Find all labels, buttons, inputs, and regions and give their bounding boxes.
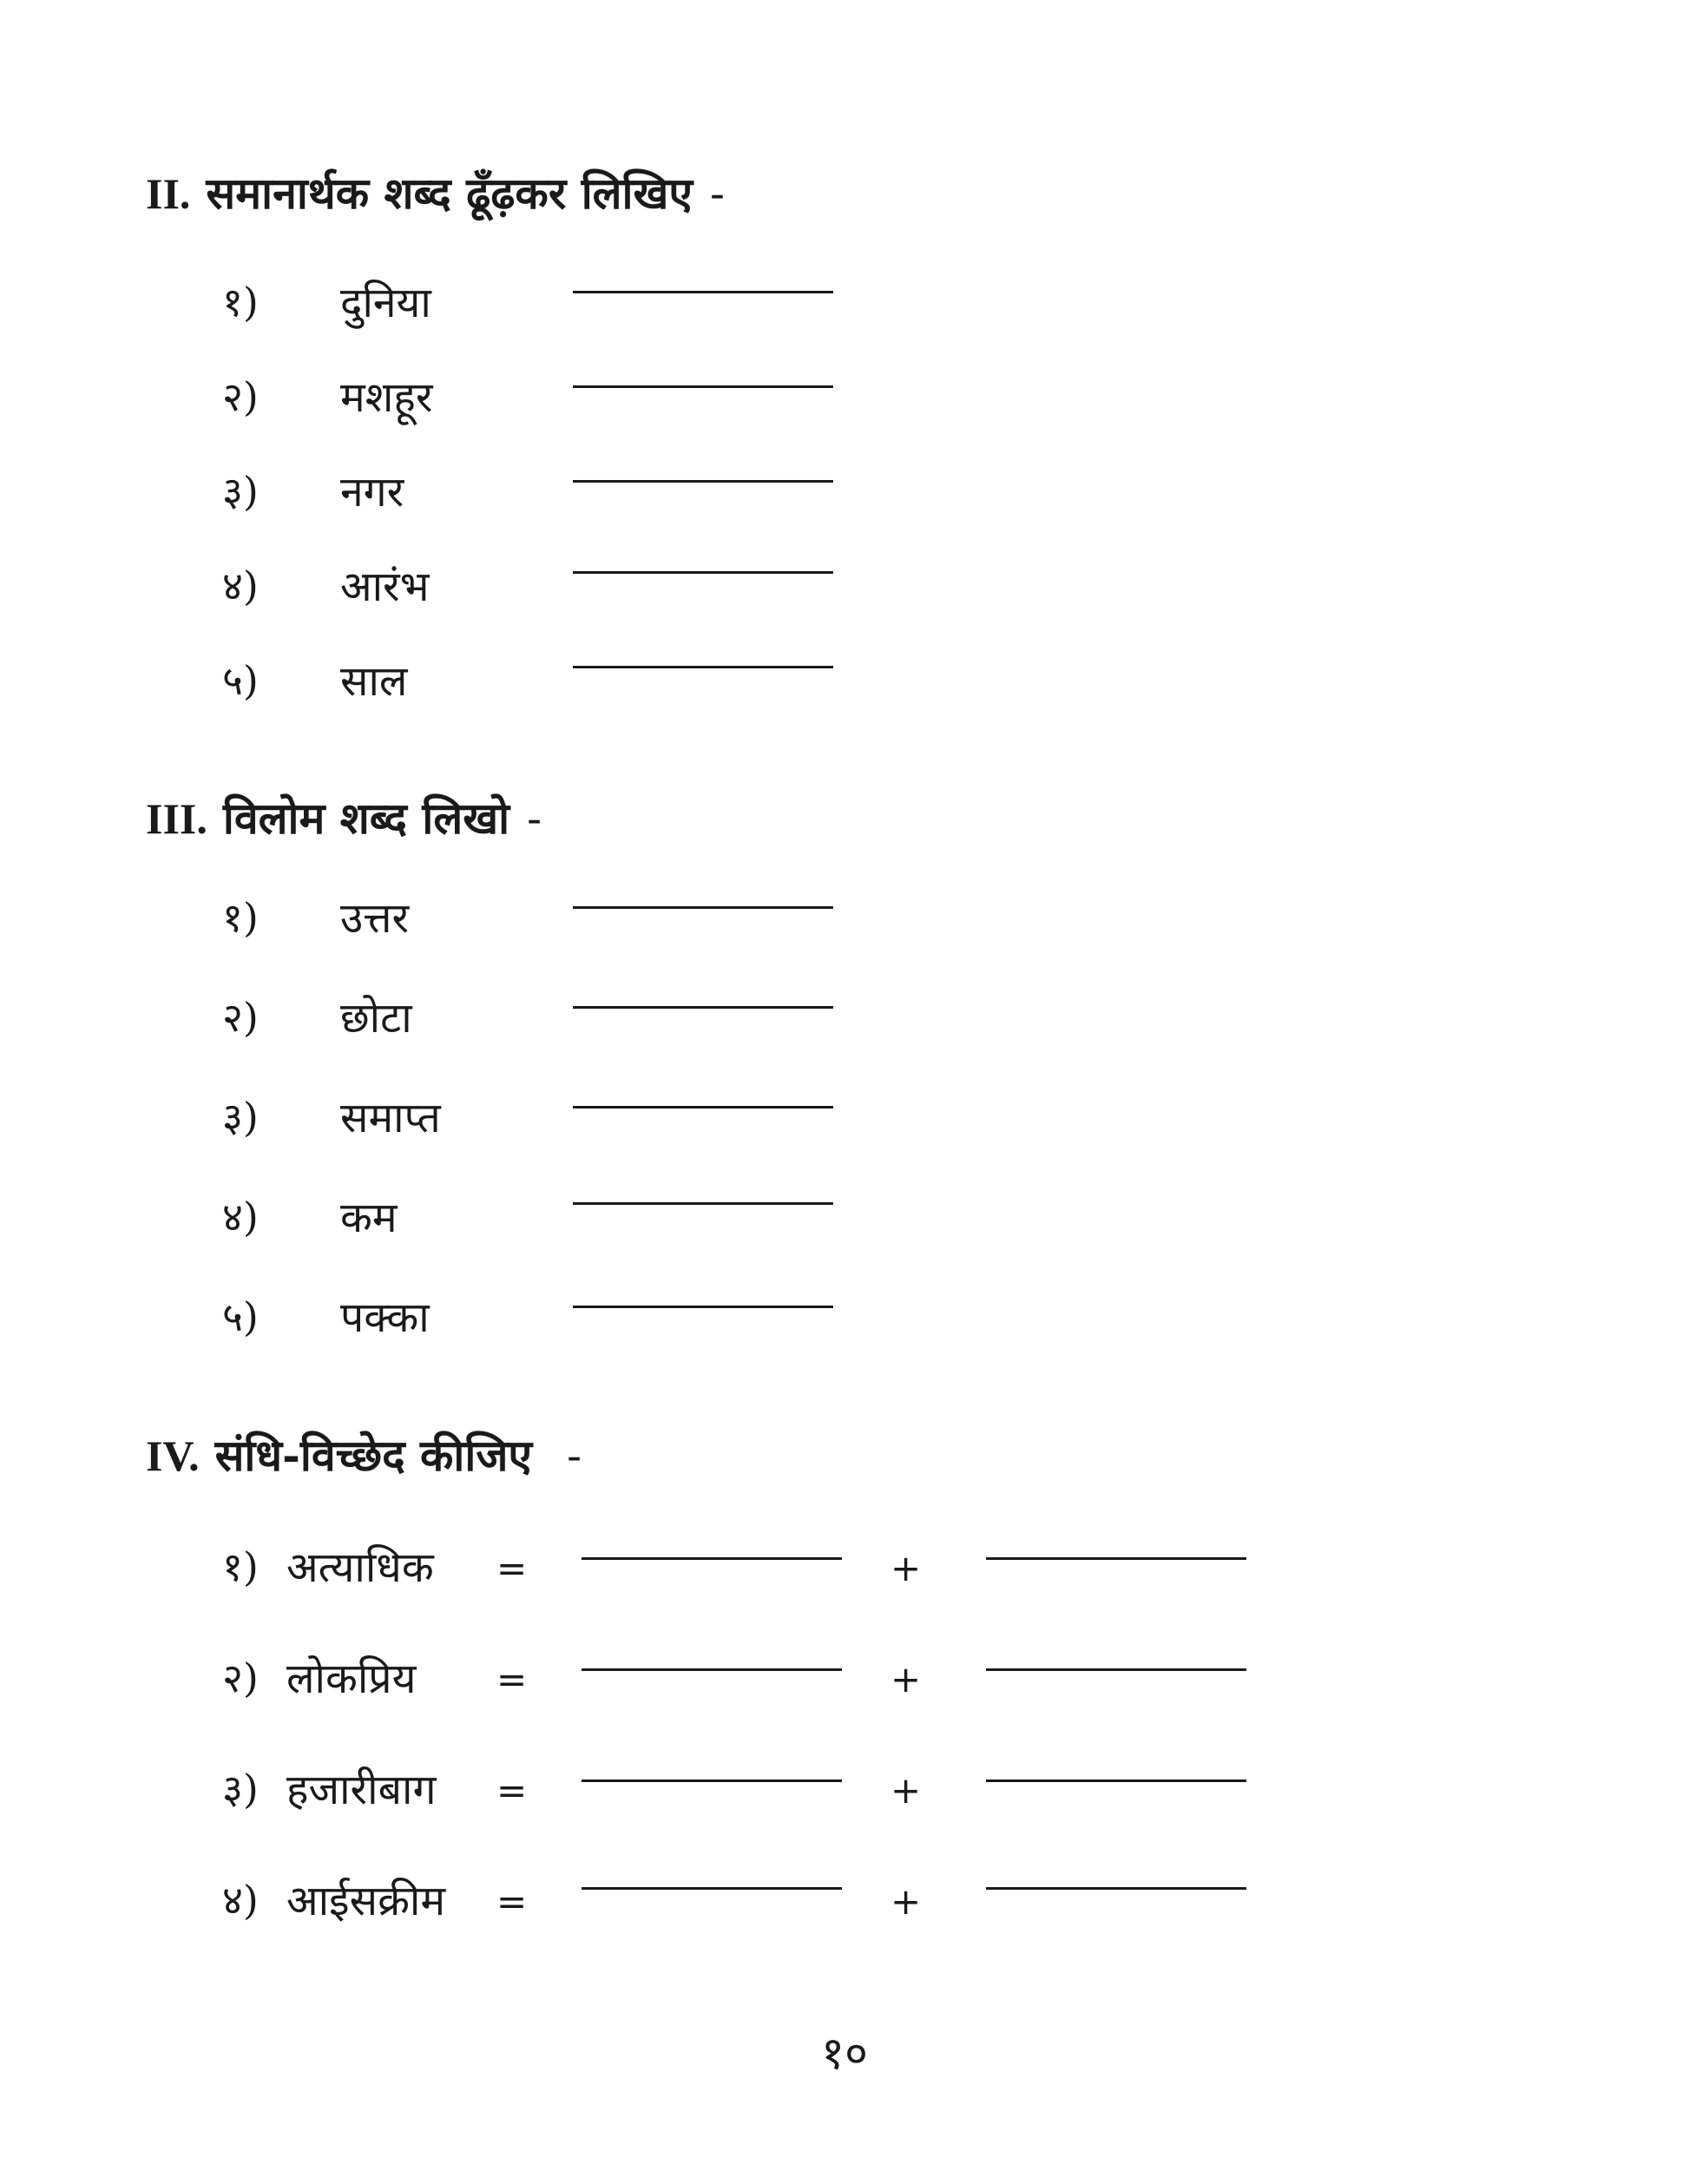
plus-sign: +	[891, 1880, 922, 1923]
item-word: छोटा	[340, 994, 412, 1043]
page-number: १०	[820, 2028, 869, 2080]
answer-blank[interactable]	[573, 666, 833, 668]
answer-blank-2[interactable]	[986, 1887, 1246, 1890]
equals-sign: =	[496, 1880, 528, 1923]
item-number: ३)	[222, 1094, 259, 1141]
answer-blank[interactable]	[573, 571, 833, 574]
sandhi-row	[0, 1654, 1689, 1710]
answer-blank[interactable]	[573, 291, 833, 293]
list-item	[0, 279, 1689, 334]
answer-blank-1[interactable]	[582, 1779, 842, 1782]
list-item	[0, 657, 1689, 713]
item-word: उत्तर	[340, 894, 410, 943]
item-number: ५)	[222, 657, 259, 704]
item-number: ३)	[222, 1766, 259, 1812]
item-number: २)	[222, 994, 259, 1041]
answer-blank[interactable]	[573, 385, 833, 388]
item-number: ४)	[222, 1194, 259, 1240]
section-3-number: III.	[146, 794, 207, 843]
section-4-title: संधि-विच्छेद कीजिए	[214, 1430, 533, 1481]
item-word: समाप्त	[340, 1094, 441, 1142]
equals-sign: =	[496, 1769, 528, 1812]
answer-blank-1[interactable]	[582, 1887, 842, 1890]
item-word: आईसक्रीम	[286, 1877, 446, 1925]
answer-blank-2[interactable]	[986, 1779, 1246, 1782]
list-item	[0, 1094, 1689, 1149]
item-word: साल	[340, 657, 408, 706]
sandhi-row	[0, 1766, 1689, 1821]
item-word: आरंभ	[340, 562, 430, 611]
section-4-dash: -	[567, 1431, 582, 1481]
section-2-title: समानार्थक शब्द ढूँढ़कर लिखिए	[206, 168, 693, 219]
section-2-dash: -	[710, 168, 725, 219]
item-number: ३)	[222, 468, 259, 515]
list-item	[0, 373, 1689, 429]
sandhi-row	[0, 1543, 1689, 1599]
answer-blank[interactable]	[573, 1306, 833, 1308]
list-item	[0, 468, 1689, 523]
section-2-number: II.	[146, 169, 191, 218]
item-word: मशहूर	[340, 373, 433, 422]
answer-blank[interactable]	[573, 480, 833, 483]
section-3-title: विलोम शब्द लिखो	[222, 793, 510, 844]
list-item	[0, 1194, 1689, 1249]
item-word: नगर	[340, 468, 404, 516]
answer-blank[interactable]	[573, 1202, 833, 1205]
item-word: हजारीबाग	[286, 1766, 437, 1814]
answer-blank-2[interactable]	[986, 1668, 1246, 1671]
item-word: दुनिया	[340, 279, 431, 327]
plus-sign: +	[891, 1769, 922, 1812]
item-number: २)	[222, 1654, 259, 1701]
section-3-heading	[146, 793, 542, 844]
item-number: ५)	[222, 1293, 259, 1340]
item-number: १)	[222, 894, 259, 941]
answer-blank-2[interactable]	[986, 1557, 1246, 1560]
section-2-heading	[146, 168, 725, 219]
plus-sign: +	[891, 1658, 922, 1700]
item-number: ४)	[222, 1877, 259, 1924]
answer-blank-1[interactable]	[582, 1668, 842, 1671]
item-word: पक्का	[340, 1293, 430, 1342]
equals-sign: =	[496, 1658, 528, 1700]
section-4-heading	[146, 1430, 582, 1481]
equals-sign: =	[496, 1547, 528, 1589]
section-4-number: IV.	[146, 1431, 200, 1480]
item-number: ४)	[222, 562, 259, 609]
list-item	[0, 894, 1689, 950]
section-3-dash: -	[527, 793, 542, 844]
item-word: कम	[340, 1194, 398, 1242]
item-number: २)	[222, 373, 259, 420]
answer-blank[interactable]	[573, 1006, 833, 1009]
item-number: १)	[222, 279, 259, 326]
answer-blank[interactable]	[573, 906, 833, 909]
sandhi-row	[0, 1877, 1689, 1932]
plus-sign: +	[891, 1547, 922, 1589]
item-word: लोकप्रिय	[286, 1654, 417, 1703]
answer-blank-1[interactable]	[582, 1557, 842, 1560]
item-number: १)	[222, 1543, 259, 1590]
list-item	[0, 1293, 1689, 1349]
item-word: अत्याधिक	[286, 1543, 434, 1592]
answer-blank[interactable]	[573, 1106, 833, 1108]
list-item	[0, 994, 1689, 1049]
list-item	[0, 562, 1689, 618]
